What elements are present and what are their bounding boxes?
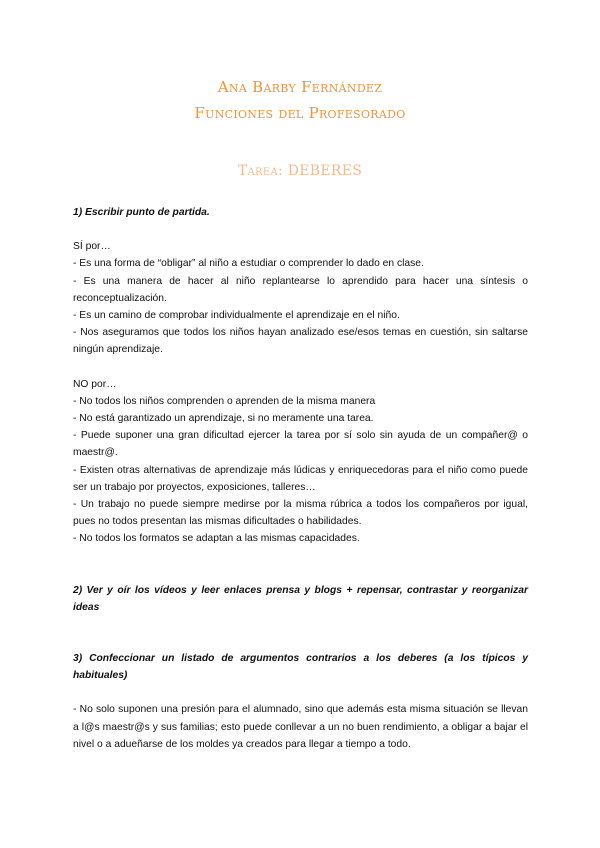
- section-3-item: - No solo suponen una presión para el alumnado, sino que además esta misma situación se llevan a l@s maestr@s y sus familias; esto puede conllevar a un no buen rendimiento, a obligar a bajar el nivel o a adueñarse de los moldes ya creados para llegar a tiempo a todo.: [73, 704, 528, 750]
- yes-heading: SÍ por…: [73, 241, 111, 253]
- yes-item: - Es un camino de comprobar individualmente el aprendizaje en el niño.: [73, 310, 400, 322]
- task-title: Tarea: DEBERES: [237, 163, 363, 179]
- no-item: - Puede suponer una gran dificultad ejercer la tarea por sí solo sin ayuda de un compañer@ o maestr@.: [73, 430, 528, 459]
- no-item: - Un trabajo no puede siempre medirse por la misma rúbrica a todos los compañeros por igual, pues no todos presentan las mismas dificultades o habilidades.: [73, 499, 528, 528]
- no-item: - No todos los niños comprenden o aprenden de la misma manera: [73, 395, 376, 407]
- yes-item: - Es una forma de “obligar” al niño a estudiar o comprender lo dado en clase.: [73, 258, 424, 270]
- yes-item: - Nos aseguramos que todos los niños hayan analizado ese/esos temas en cuestión, sin saltarse ningún aprendizaje.: [73, 327, 528, 356]
- no-item: - No está garantizado un aprendizaje, si no meramente una tarea.: [73, 413, 374, 425]
- section-2-title: 2) Ver y oír los vídeos y leer enlaces prensa y blogs + repensar, contrastar y reorganizar ideas: [73, 584, 528, 613]
- subject-title: Funciones del Profesorado: [194, 104, 406, 122]
- no-item: - Existen otras alternativas de aprendizaje más lúdicas y enriquecedoras para el niño como puede ser un trabajo por proyectos, exposiciones, talleres…: [73, 464, 528, 493]
- section-1-title: 1) Escribir punto de partida.: [73, 207, 210, 218]
- section-3-title: 3) Confeccionar un listado de argumentos contrarios a los deberes (a los típicos y habituales): [73, 653, 528, 682]
- no-heading: NO por…: [73, 378, 117, 390]
- yes-item: - Es una manera de hacer al niño replantearse lo aprendido para hacer una síntesis o reconceptualización.: [73, 275, 528, 304]
- no-item: - No todos los formatos se adaptan a las mismas capacidades.: [73, 533, 360, 545]
- author-name: Ana Barby Fernández: [217, 78, 383, 96]
- document-body: [73, 204, 528, 753]
